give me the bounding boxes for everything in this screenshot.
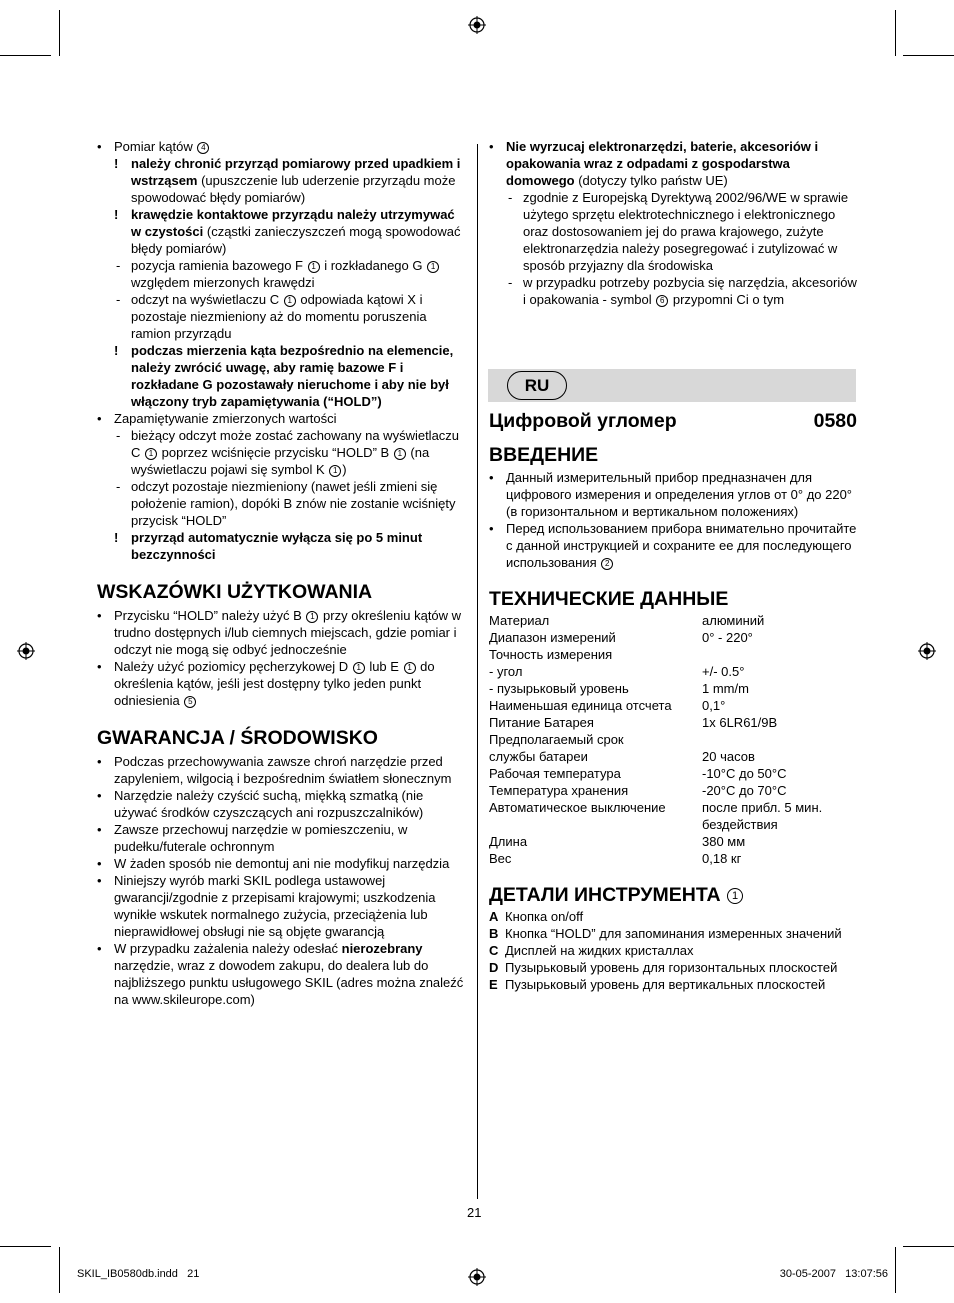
spec-value	[702, 646, 857, 663]
spec-label: Диапазон измерений	[489, 630, 616, 645]
list-item: - pozycja ramienia bazowego F 1 i rozkładanego G 1 względem mierzonych krawędzi	[97, 257, 465, 291]
list-item: • Данный измерительный прибор предназначен для цифрового измерения и определения углов от 0° до 220° (в горизонтальном и вертикальном положениях)	[489, 470, 853, 519]
registration-mark-icon	[468, 1268, 486, 1286]
list-item: • W przypadku zażalenia należy odesłać nierozebrany narzędzie, wraz z dowodem zakupu, do dealera lub do najbliższego punktu usługowego SKIL (adres można znaleźć na www.skileurope.com)	[97, 941, 464, 1007]
section-heading: GWARANCJA / ŚRODOWISKO	[97, 727, 378, 749]
spec-label: Длина	[489, 834, 528, 849]
crop-mark	[895, 1247, 896, 1293]
warning-item: ! krawędzie kontaktowe przyrządu należy utrzymywać w czystości (cząstki zanieczyszczeń mogą spowodować błędy pomiarów)	[114, 207, 461, 256]
spec-value: 1 mm/m	[702, 681, 749, 696]
spec-label: Автоматическое выключение	[489, 800, 666, 815]
registration-mark-icon	[918, 642, 936, 660]
spec-value: 380 мм	[702, 834, 746, 849]
spec-value	[702, 731, 857, 748]
spec-value: 0,1°	[702, 698, 726, 713]
list-item: - bieżący odczyt może zostać zachowany na wyświetlaczu C 1 poprzez wciśnięcie przycisku “HOLD” B 1 (na wyświetlaczu pojawi się symbol K 1 )	[116, 428, 460, 477]
spec-label: Материал	[489, 613, 550, 628]
spec-label: Вес	[489, 851, 512, 866]
spec-label: - пузырьковый уровень	[489, 681, 629, 696]
right-column-top	[489, 138, 857, 308]
list-item: • Narzędzie należy czyścić suchą, miękką szmatką (nie używać środków czyszczących ani rozpuszczalników)	[97, 788, 424, 820]
product-title: Цифровой угломер	[489, 410, 677, 432]
list-item: • Zapamiętywanie zmierzonych wartości	[97, 411, 337, 426]
section-heading	[489, 884, 857, 906]
list-item: - w przypadku potrzeby pozbycia się narzędzia, akcesoriów i opakowania - symbol 6 przypomni Ci o tym	[508, 275, 857, 307]
crop-mark	[59, 10, 60, 56]
warning-item: ! podczas mierzenia kąta bezpośrednio na elemencie, należy zwrócić uwagę, aby ramię bazowe F i rozkładane G pozostawały nieruchome i aby nie był włączony tryb zapamiętywania (“HOLD”)	[114, 343, 454, 409]
figure-ref: 1	[727, 888, 743, 904]
specs-table	[489, 612, 857, 867]
spec-label: Наименьшая единица отсчета	[489, 698, 672, 713]
spec-value: 1x 6LR61/9B	[702, 715, 778, 730]
language-badge: RU	[507, 371, 567, 400]
list-item: • Podczas przechowywania zawsze chroń narzędzie przed zapyleniem, wilgocią i bezpośrednim światłem słonecznym	[97, 754, 452, 786]
section-heading: WSKAZÓWKI UŻYTKOWANIA	[97, 581, 373, 603]
footer-file: SKIL_IB0580db.indd 21	[77, 1268, 200, 1280]
section-heading: ТЕХНИЧЕСКИЕ ДАННЫЕ	[489, 588, 729, 610]
spec-label: Предполагаемый срок	[489, 732, 624, 747]
list-item: • Zawsze przechowuj narzędzie w pomieszczeniu, w pudełku/futerale ochronnym	[97, 822, 408, 854]
list-item: • Przycisku “HOLD” należy użyć B 1 przy określeniu kątów w trudno dostępnych i/lub ciemnych miejscach, gdzie pomiar i odczyt nie mogą się odbyć jednocześnie	[97, 608, 462, 657]
warning-item: ! przyrząd automatycznie wyłącza się po 5 minut bezczynności	[114, 530, 423, 562]
spec-label: Температура хранения	[489, 783, 629, 798]
spec-value: +/- 0.5°	[702, 664, 745, 679]
spec-value: после прибл. 5 мин. бездействия	[702, 800, 823, 832]
spec-label: - угол	[489, 664, 523, 679]
list-item: - odczyt na wyświetlaczu C 1 odpowiada kątowi X i pozostaje niezmieniony aż do momentu poruszenia ramion przyrządu	[116, 292, 427, 341]
spec-label: Рабочая температура	[489, 766, 621, 781]
spec-label: службы батареи	[489, 749, 588, 764]
list-item: D Пузырьковый уровень для горизонтальных плоскостей	[489, 960, 838, 975]
crop-mark	[0, 55, 51, 56]
spec-label: Точность измерения	[489, 647, 613, 662]
spec-value: алюминий	[702, 613, 765, 628]
left-column	[97, 138, 465, 1008]
footer-date: 30-05-2007 13:07:56	[779, 1268, 888, 1280]
spec-value: -10°C до 50°C	[702, 766, 787, 781]
list-item: - zgodnie z Europejską Dyrektywą 2002/96/WE w sprawie użytego sprzętu elektrotechnicznego i elektronicznego oraz dostosowaniem jej do prawa krajowego, zużyte elektronarzędzia należy posegregować i zutylizować w sposób przyjazny dla środowiska	[508, 190, 849, 273]
crop-mark	[0, 1246, 51, 1247]
spec-value: 0,18 кг	[702, 851, 742, 866]
list-item: • Należy użyć poziomicy pęcherzykowej D 1 lub E 1 do określenia kątów, jeśli jest dostępny tylko jeden punkt odniesienia 5	[97, 659, 435, 708]
parts-title: ДЕТАЛИ ИНСТРУМЕНТА	[489, 884, 721, 906]
spec-label: Питание Батарея	[489, 715, 594, 730]
crop-mark	[59, 1247, 60, 1293]
list-item: • W żaden sposób nie demontuj ani nie modyfikuj narzędzia	[97, 856, 450, 871]
language-bar	[488, 369, 856, 402]
section-heading: ВВЕДЕНИЕ	[489, 444, 599, 466]
crop-mark	[895, 10, 896, 56]
page-number: 21	[467, 1205, 482, 1220]
registration-mark-icon	[17, 642, 35, 660]
crop-mark	[903, 55, 954, 56]
warning-item: ! należy chronić przyrząd pomiarowy przed upadkiem i wstrząsem (upuszczenie lub uderzenie przyrządu może spowodować błędy pomiarów)	[114, 156, 461, 205]
registration-mark-icon	[468, 16, 486, 34]
list-item: • Pomiar kątów 4	[97, 138, 465, 155]
list-item: C Дисплей на жидких кристаллах	[489, 943, 694, 958]
parts-list	[489, 908, 857, 993]
list-item: B Кнопка “HOLD” для запоминания измеренных значений	[489, 926, 842, 941]
product-title-row	[489, 410, 857, 432]
spec-value: -20°C до 70°C	[702, 783, 787, 798]
list-item: E Пузырьковый уровень для вертикальных плоскостей	[489, 977, 826, 992]
column-divider	[477, 144, 478, 1199]
list-item: - odczyt pozostaje niezmieniony (nawet jeśli zmieni się położenie ramion), dopóki B znów nie zostanie wciśnięty przycisk “HOLD”	[116, 479, 456, 528]
list-item: • Niniejszy wyrób marki SKIL podlega ustawowej gwarancji/zgodnie z przepisami krajowymi; uszkodzenia wynikłe wskutek normalnego zużycia, przeciążenia lub nieprawidłowej obsługi nie są objęte gwarancją	[97, 873, 436, 939]
right-column-ru	[489, 410, 857, 993]
list-item: • Перед использованием прибора внимательно прочитайте с данной инструкцией и сохраните ее для последующего использования 2	[489, 521, 857, 570]
spec-value: 20 часов	[702, 749, 755, 764]
crop-mark	[903, 1246, 954, 1247]
list-item: A Кнопка on/off	[489, 909, 584, 924]
list-item: • Nie wyrzucaj elektronarzędzi, baterie, akcesoriów i opakowania wraz z odpadami z gospodarstwa domowego (dotyczy tylko państw UE)	[489, 139, 819, 188]
product-code: 0580	[813, 410, 857, 432]
spec-value: 0° - 220°	[702, 630, 753, 645]
